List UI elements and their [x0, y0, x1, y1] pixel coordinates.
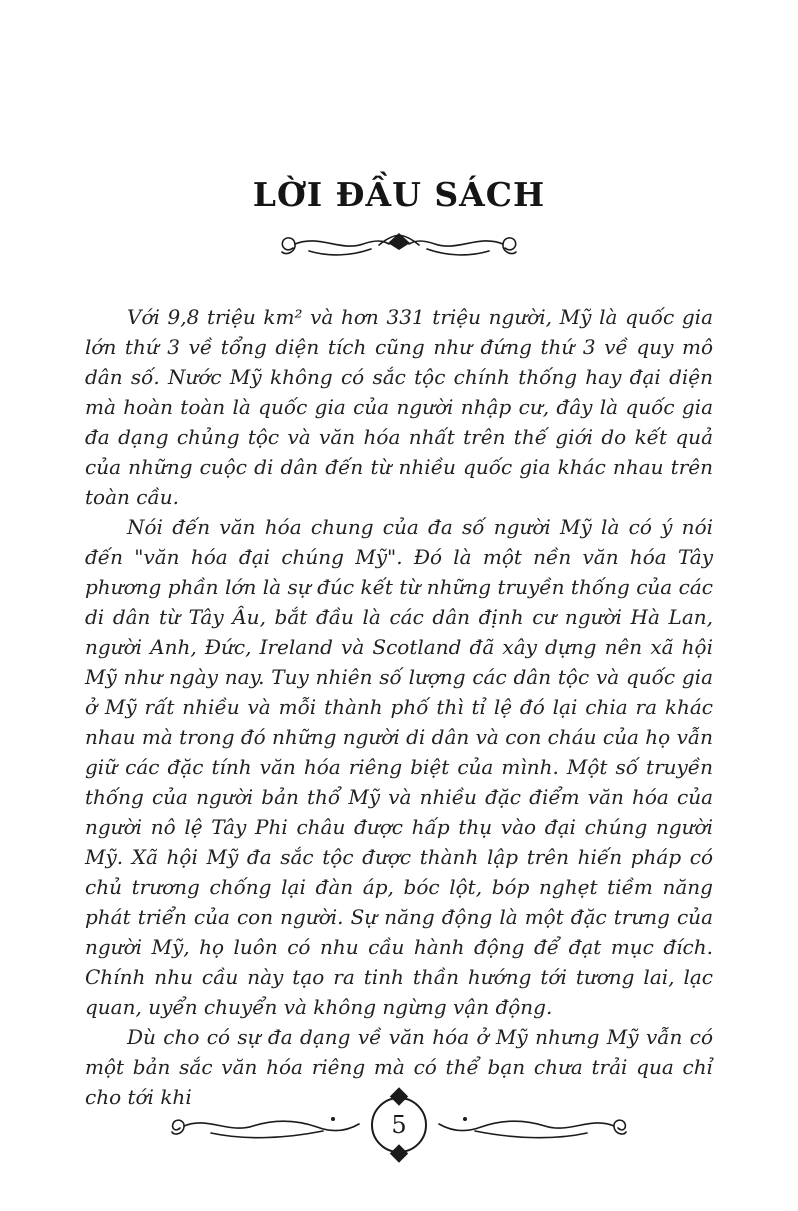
- body-paragraph-2: Nói đến văn hóa chung của đa số người Mỹ là có ý nói đến "văn hóa đại chúng Mỹ". Đó là một nền văn hóa Tây phương phần lớn là sự đúc kết từ những truyền thống của các di dân từ Tây Âu, bắt đầu là các dân định cư người Hà Lan, người Anh, Đức, Ireland và Scotland đã xây dựng nên xã hội Mỹ như ngày nay. Tuy nhiên số lượng các dân tộc và quốc gia ở Mỹ rất nhiều và mỗi thành phố thì tỉ lệ đó lại chia ra khác nhau mà trong đó những người di dân và con cháu của họ vẫn giữ các đặc tính văn hóa riêng biệt của mình. Một số truyền thống của người bản thổ Mỹ và nhiều đặc điểm văn hóa của người nô lệ Tây Phi châu được hấp thụ vào đại chúng người Mỹ. Xã hội Mỹ đa sắc tộc được thành lập trên hiến pháp có chủ trương chống lại đàn áp, bóc lột, bóp nghẹt tiềm năng phát triển của con người. Sự năng động là một đặc trưng của người Mỹ, họ luôn có nhu cầu hành động để đạt mục đích. Chính nhu cầu này tạo ra tinh thần hướng tới tương lai, lạc quan, uyển chuyển và không ngừng vận động.: [85, 515, 713, 1019]
- body-paragraph-1: Với 9,8 triệu km² và hơn 331 triệu người, Mỹ là quốc gia lớn thứ 3 về tổng diện tích cũng như đứng thứ 3 về quy mô dân số. Nước Mỹ không có sắc tộc chính thống hay đại diện mà hoàn toàn là quốc gia của người nhập cư, đây là quốc gia đa dạng chủng tộc và văn hóa nhất trên thế giới do kết quả của những cuộc di dân đến từ nhiều quốc gia khác nhau trên toàn cầu.: [85, 305, 713, 509]
- footer-flourish-left-icon: [171, 1108, 361, 1142]
- page-number-badge: [371, 1097, 427, 1153]
- page-title: LỜI ĐẦU SÁCH: [252, 175, 546, 214]
- body-paragraph-3: Dù cho có sự đa dạng về văn hóa ở Mỹ nhưng Mỹ vẫn có một bản sắc văn hóa riêng mà có thể bạn chưa trải qua chỉ cho tới khi: [85, 1025, 713, 1109]
- divider-flourish-icon: [279, 226, 519, 262]
- title-ornament: [85, 226, 713, 262]
- page-body: [85, 302, 713, 1112]
- footer-flourish-right-icon: [437, 1108, 627, 1142]
- page-footer-ornament: [0, 1097, 798, 1153]
- page-number: 5: [391, 1111, 407, 1139]
